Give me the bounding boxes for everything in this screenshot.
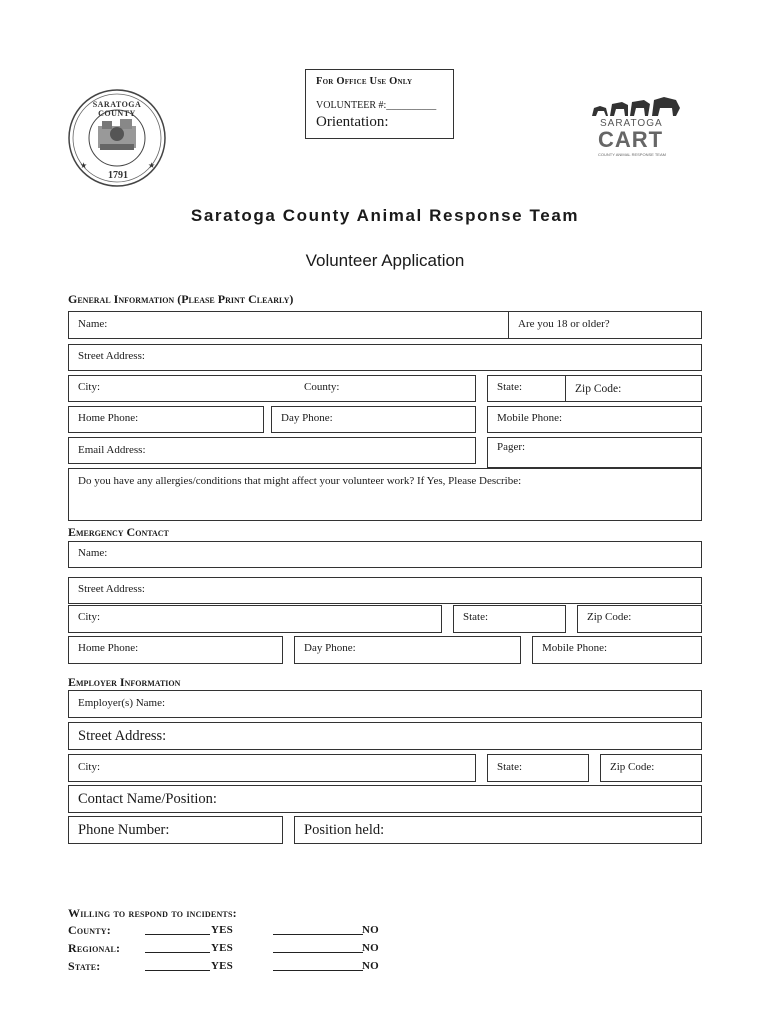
willing-regional-no-blank[interactable] [273,941,363,953]
general-email-label: Email Address: [78,444,146,456]
age-question-field[interactable]: Are you 18 or older? [518,318,610,330]
office-use-heading: For Office Use Only [316,76,413,87]
general-city-label: City: [78,381,101,393]
office-use-box [305,69,454,139]
willing-row-regional [68,941,408,957]
cart-logo [588,94,684,160]
general-name-field[interactable]: Name: [78,318,108,330]
employer-state-label: State: [497,761,523,773]
willing-row-state [68,959,408,975]
willing-state-label: State: [68,959,101,973]
animals-silhouette-icon [588,94,684,118]
willing-regional-yes-blank[interactable] [145,941,210,953]
cart-logo-sub: COUNTY ANIMAL RESPONSE TEAM [598,152,666,157]
employer-city-label: City: [78,761,101,773]
emergency-street-field[interactable] [68,577,702,604]
emergency-city-label: City: [78,611,101,623]
willing-county-no: NO [362,924,379,936]
emergency-name-field[interactable] [68,541,702,568]
willing-regional-no: NO [362,942,379,954]
willing-row-county [68,923,408,939]
allergies-label: Do you have any allergies/conditions that might affect your volunteer work? If Yes, Please Describe: [78,475,522,487]
emergency-city-field[interactable] [68,605,442,633]
employer-name-label: Employer(s) Name: [78,697,166,709]
svg-text:★: ★ [80,161,88,170]
willing-county-label: County: [68,923,111,937]
emergency-street-label: Street Address: [78,583,145,595]
emergency-zip-label: Zip Code: [587,611,632,623]
willing-state-no: NO [362,960,379,972]
divider [508,311,509,339]
willing-state-yes: YES [211,960,233,972]
employer-info-heading: Employer Information [68,675,181,689]
willing-county-yes: YES [211,924,233,936]
willing-regional-yes: YES [211,942,233,954]
emergency-day-phone-label: Day Phone: [304,642,356,654]
svg-text:★: ★ [148,161,156,170]
general-street-label: Street Address: [78,350,145,362]
employer-contact-label: Contact Name/Position: [78,791,217,807]
orientation-field[interactable]: Orientation: [316,114,389,130]
page-subtitle: Volunteer Application [305,251,465,270]
general-street-field[interactable] [68,344,702,371]
general-home-phone-label: Home Phone: [78,412,139,424]
cart-logo-main: CART [598,127,664,152]
seal-year: 1791 [108,170,128,181]
willing-state-no-blank[interactable] [273,959,363,971]
volunteer-number-field[interactable]: VOLUNTEER #:__________ [316,100,437,111]
general-city-field[interactable] [68,375,476,402]
emergency-name-label: Name: [78,547,108,559]
willing-county-no-blank[interactable] [273,923,363,935]
employer-street-label: Street Address: [78,728,167,744]
emergency-home-phone-label: Home Phone: [78,642,139,654]
willing-regional-label: Regional: [68,941,121,955]
willing-state-yes-blank[interactable] [145,959,210,971]
general-zip-label: Zip Code: [575,383,622,395]
willing-county-yes-blank[interactable] [145,923,210,935]
general-state-label: State: [497,381,523,393]
emergency-state-label: State: [463,611,489,623]
general-info-heading: General Information (Please Print Clearly) [68,292,294,306]
general-pager-label: Pager: [497,441,526,453]
employer-position-label: Position held: [304,822,385,838]
page-title: Saratoga County Animal Response Team [190,206,580,225]
employer-phone-label: Phone Number: [78,822,170,838]
general-mobile-phone-label: Mobile Phone: [497,412,563,424]
general-county-field[interactable]: County: [304,381,340,393]
emergency-contact-heading: Emergency Contact [68,525,169,539]
general-day-phone-label: Day Phone: [281,412,333,424]
employer-city-field[interactable] [68,754,476,782]
willing-heading: Willing to respond to incidents: [68,906,237,920]
emergency-mobile-phone-label: Mobile Phone: [542,642,608,654]
cart-logo-top: SARATOGA [600,118,663,129]
seal-name: SARATOGA COUNTY [92,100,142,118]
employer-zip-label: Zip Code: [610,761,655,773]
